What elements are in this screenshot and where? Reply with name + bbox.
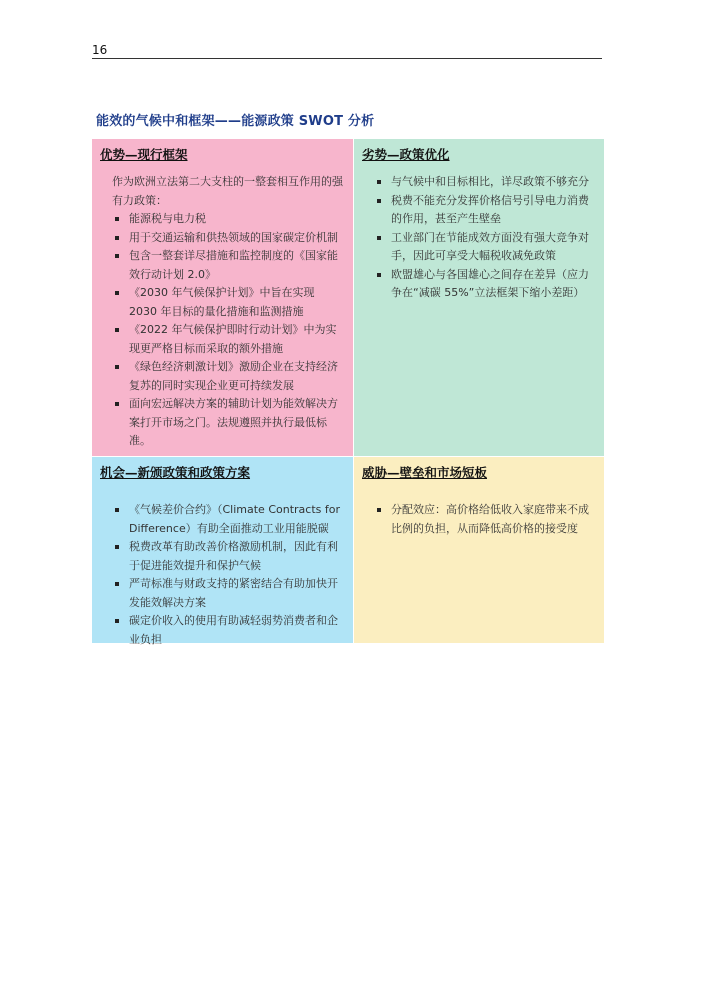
list-item — [374, 501, 594, 538]
list-item — [112, 501, 343, 538]
square-bullet-icon — [115, 508, 119, 512]
square-bullet-icon — [377, 199, 381, 203]
square-bullet-icon — [377, 236, 381, 240]
page-number: 16 — [92, 43, 108, 57]
strengths-list — [100, 210, 343, 451]
list-item — [112, 247, 343, 284]
section-title: 能效的气候中和框架——能源政策 SWOT 分析 — [96, 114, 375, 129]
weaknesses-title: 劣势—政策优化 — [362, 147, 450, 162]
list-item-text: 包含一整套详尽措施和监控制度的《国家能效行动计划 2.0》 — [129, 249, 338, 281]
strengths-quadrant — [92, 139, 353, 456]
strengths-title: 优势—现行框架 — [100, 147, 188, 162]
square-bullet-icon — [115, 619, 119, 623]
list-item-text: 与气候中和目标相比，详尽政策不够充分 — [391, 175, 589, 188]
list-item — [112, 229, 343, 248]
swot-table — [92, 139, 604, 646]
list-item-text: 税费不能充分发挥价格信号引导电力消费的作用，甚至产生壁垒 — [391, 193, 589, 225]
weaknesses-quadrant — [353, 139, 604, 456]
list-item — [112, 321, 343, 358]
list-item — [374, 266, 594, 303]
square-bullet-icon — [377, 273, 381, 277]
list-item — [112, 358, 343, 395]
threats-title: 威胁—壁垒和市场短板 — [362, 465, 488, 480]
square-bullet-icon — [115, 365, 119, 369]
list-item-text: 工业部门在节能成效方面没有强大竞争对手，因此可享受大幅税收减免政策 — [391, 230, 589, 262]
list-item-text: 《2030 年气候保护计划》中旨在实现 2030 年目标的量化措施和监测措施 — [129, 286, 315, 318]
list-item-text: 《绿色经济刺激计划》激励企业在支持经济复苏的同时实现企业更可持续发展 — [129, 360, 338, 392]
threats-quadrant — [353, 456, 604, 643]
strengths-intro: 作为欧洲立法第二大支柱的一整套相互作用的强有力政策： — [112, 175, 343, 207]
list-item — [374, 173, 594, 192]
list-item-text: 《2022 年气候保护即时行动计划》中为实现更严格目标而采取的额外措施 — [129, 323, 337, 355]
list-item — [374, 229, 594, 266]
list-item-text: 严苛标准与财政支持的紧密结合有助加快开发能效解决方案 — [129, 577, 338, 609]
list-item — [112, 395, 343, 451]
square-bullet-icon — [115, 402, 119, 406]
list-item — [112, 538, 343, 575]
list-item-text: 面向宏远解决方案的辅助计划为能效解决方案打开市场之门。法规遵照并执行最低标准。 — [129, 397, 338, 447]
list-item-text: 税费改革有助改善价格激励机制，因此有利于促进能效提升和保护气候 — [129, 540, 338, 572]
list-item-text: 欧盟雄心与各国雄心之间存在差异（应力争在“减碳 55%”立法框架下缩小差距） — [391, 267, 589, 299]
square-bullet-icon — [115, 254, 119, 258]
square-bullet-icon — [115, 291, 119, 295]
header-rule — [92, 58, 602, 59]
square-bullet-icon — [115, 582, 119, 586]
square-bullet-icon — [377, 508, 381, 512]
square-bullet-icon — [115, 328, 119, 332]
list-item-text: 用于交通运输和供热领域的国家碳定价机制 — [129, 230, 338, 244]
list-item — [112, 612, 343, 649]
list-item — [374, 192, 594, 229]
list-item — [112, 210, 343, 229]
list-item-text: 碳定价收入的使用有助减轻弱势消费者和企业负担 — [129, 614, 338, 646]
list-item-text: 能源税与电力税 — [129, 212, 206, 225]
list-item — [112, 284, 343, 321]
square-bullet-icon — [115, 217, 119, 221]
weaknesses-list — [362, 173, 594, 303]
list-item-text: 《气候差价合约》（Climate Contracts for Difference）有助全面推动工业用能脱碳 — [129, 503, 340, 535]
opportunities-quadrant — [92, 456, 353, 646]
threats-list — [362, 501, 594, 538]
opportunities-title: 机会—新颁政策和政策方案 — [100, 465, 251, 480]
square-bullet-icon — [377, 180, 381, 184]
list-item — [112, 575, 343, 612]
square-bullet-icon — [115, 545, 119, 549]
list-item-text: 分配效应：高价格给低收入家庭带来不成比例的负担，从而降低高价格的接受度 — [391, 503, 589, 535]
opportunities-list — [100, 501, 343, 649]
square-bullet-icon — [115, 236, 119, 240]
